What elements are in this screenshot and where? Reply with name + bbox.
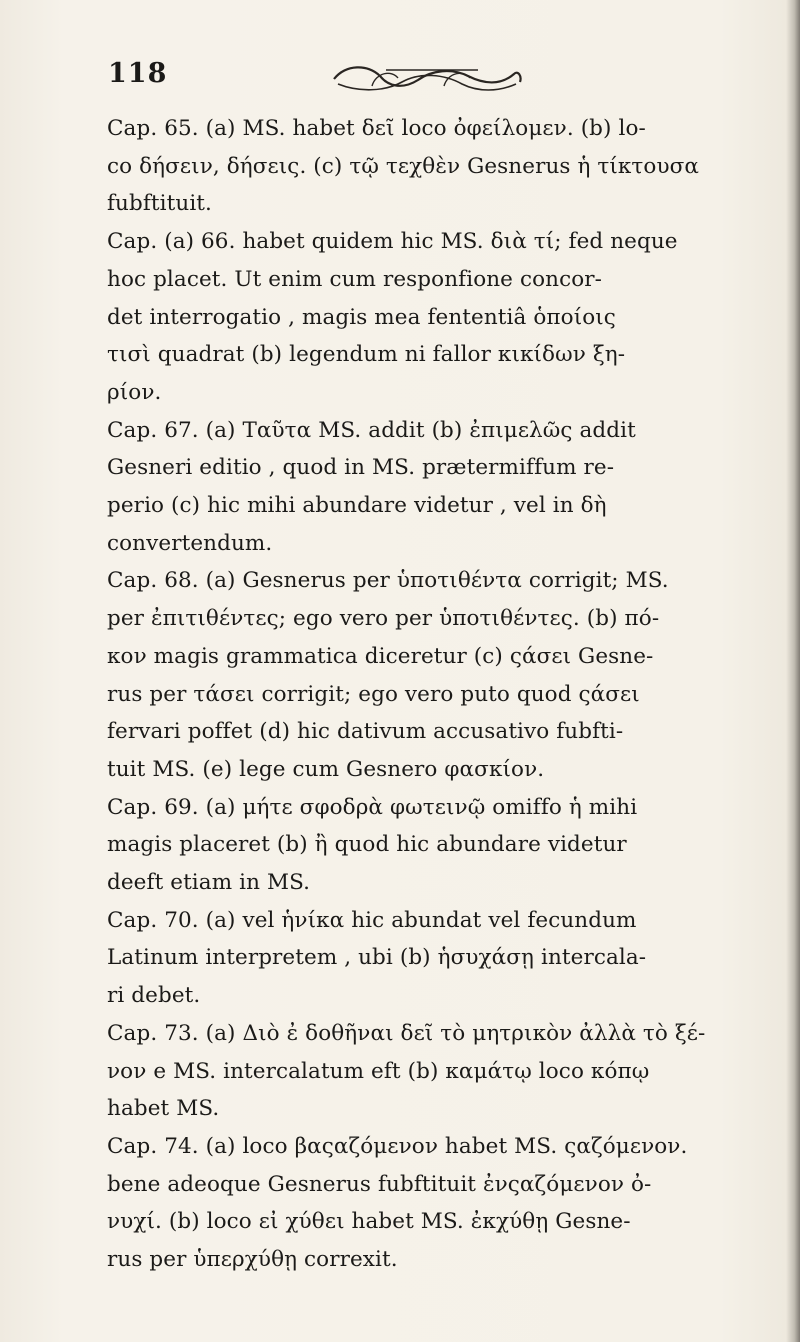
text-line: convertendum.	[107, 530, 273, 556]
text-line: Cap. 70. (a) vel ἡνίκα hic abundat vel fecundum	[107, 907, 637, 933]
text-line: hoc placet. Ut enim cum responfione concor-	[107, 266, 602, 292]
text-line: rus per τάσει corrigit; ego vero puto quod ςάσει	[107, 681, 640, 707]
text-line: bene adeoque Gesnerus fubftituit ἐνςαζόμενον ὀ-	[107, 1171, 652, 1197]
text-line: Latinum interpretem , ubi (b) ἡσυχάσῃ intercala-	[107, 945, 647, 971]
text-line: perio (c) hic mihi abundare videtur , vel in δὴ	[107, 493, 607, 519]
text-line: Cap. (a) 66. habet quidem hic MS. διὰ τί; fed neque	[107, 229, 678, 255]
page-number: 118	[108, 58, 168, 89]
note-cap-70	[107, 902, 787, 1015]
note-cap-65	[107, 110, 787, 223]
text-line: Cap. 68. (a) Gesnerus per ὑποτιθέντα corrigit; MS.	[107, 568, 669, 594]
text-line: Gesneri editio , quod in MS. prætermiffum re-	[107, 455, 615, 481]
text-line: det interrogatio , magis mea fententiâ ὁποίοις	[107, 304, 616, 330]
text-line: τισὶ quadrat (b) legendum ni fallor κικίδων ξη-	[107, 342, 626, 368]
text-line: νυχί. (b) loco εἰ χύθει habet MS. ἐκχύθῃ Gesne-	[107, 1209, 631, 1235]
text-line: κον magis grammatica diceretur (c) ςάσει Gesne-	[107, 643, 654, 669]
header-ornament	[328, 62, 528, 96]
text-line: Cap. 67. (a) Ταῦτα MS. addit (b) ἐπιμελῶς addit	[107, 417, 636, 443]
note-cap-74	[107, 1128, 787, 1279]
text-line: magis placeret (b) ἢ quod hic abundare videtur	[107, 832, 627, 858]
text-line: co δήσειν, δήσεις. (c) τῷ τεχθὲν Gesnerus ἡ τίκτουσα	[107, 153, 700, 179]
page-header	[108, 58, 668, 104]
text-line: tuit MS. (e) lege cum Gesnero φασκίον.	[107, 756, 545, 782]
text-line: habet MS.	[107, 1096, 220, 1122]
page-edge-shadow	[786, 0, 800, 1342]
text-line: fubftituit.	[107, 191, 212, 217]
text-line: Cap. 73. (a) Διὸ ἐ δοθῆναι δεῖ τὸ μητρικὸν ἀλλὰ τὸ ξέ-	[107, 1020, 706, 1046]
text-line: deeft etiam in MS.	[107, 870, 311, 896]
note-cap-66	[107, 223, 787, 412]
note-cap-67	[107, 412, 787, 563]
text-line: Cap. 65. (a) MS. habet δεῖ loco ὀφείλομεν. (b) lo-	[107, 116, 646, 141]
note-cap-68	[107, 562, 787, 788]
text-line: Cap. 69. (a) μήτε σφοδρὰ φωτεινῷ omiffo ἡ mihi	[107, 794, 638, 820]
text-line: ρίον.	[107, 379, 162, 405]
text-line: per ἐπιτιθέντες; ego vero per ὑποτιθέντες. (b) πό-	[107, 606, 660, 632]
note-cap-73	[107, 1015, 787, 1128]
text-line: fervari poffet (d) hic dativum accusativo fubfti-	[107, 719, 624, 745]
text-line: rus per ὑπερχύθῃ correxit.	[107, 1247, 398, 1273]
note-cap-69	[107, 789, 787, 902]
text-line: ri debet.	[107, 983, 201, 1009]
notes-body	[107, 110, 787, 1279]
text-line: νον e MS. intercalatum eft (b) καμάτῳ loco κόπῳ	[107, 1058, 650, 1084]
text-line: Cap. 74. (a) loco βαςαζόμενον habet MS. ςαζόμενον.	[107, 1133, 688, 1159]
